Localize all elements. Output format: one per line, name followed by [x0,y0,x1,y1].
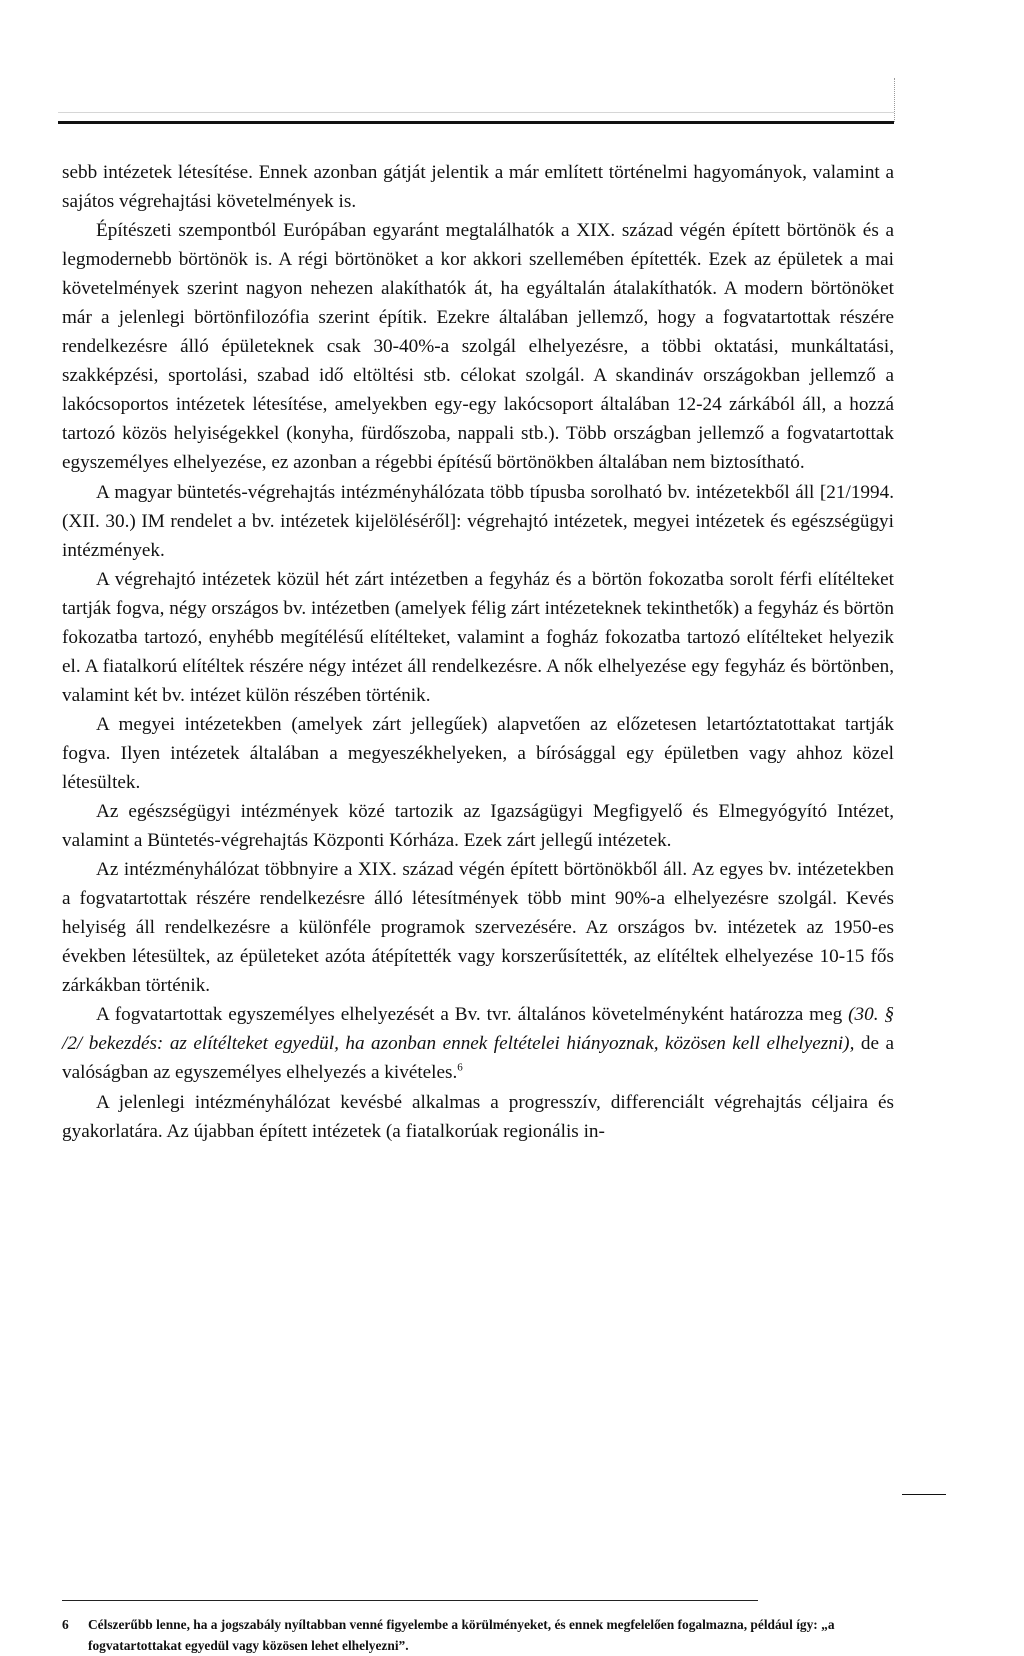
footnote [62,1614,902,1656]
header-rule-faint [58,112,894,113]
text-run: de a valóságban az egyszemélyes elhelyezés a kivételes. [62,1033,894,1084]
text-run: Az intézményhálózat többnyire a XIX. század végén épített börtönökből áll. Az egyes bv. intézetekben a fogvatartottak részére rendelkezésre álló létesítmények több mint 90%-a elhelyezésre szolgál. Kevés helyiség áll rendelkezésre a különféle programok szervezésére. Az országos bv. intézetek az 1950-es években létesültek, az épületeket azóta átépítették vagy korszerűsítették, az elítéltek elhelyezése 10-15 fős zárkákban történik. [62,859,894,997]
text-run: A magyar büntetés-végrehajtás intézményhálózata több típusba sorolható bv. intézetekből áll [21/1994. (XII. 30.) IM rendelet a bv. intézetek kijelöléséről]: végrehajtó intézetek, megyei intézetek és egészségügyi intézmények. [62,481,894,561]
footnote-text: Célszerűbb lenne, ha a jogszabály nyíltabban venné figyelembe a körülményeket, és ennek megfelelően fogalmazna, például így: „a fogvatartottakat egyedül vagy közösen lehet elhelyezni”. [88,1617,835,1653]
footnote-number: 6 [62,1617,69,1632]
text-run: A végrehajtó intézetek közül hét zárt intézetben a fegyház és a börtön fokozatba sorolt férfi elítélteket tartják fogva, négy országos bv. intézetben (amelyek félig zárt intézeteknek tekinthetők) a fegyház és börtön fokozatba tartozó, enyhébb megítélésű elítélteket, valamint a fogház fokozatba tartozó elítélteket helyezik el. A fiatalkorú elítéltek részére négy intézet áll rendelkezésre. A nők elhelyezése egy fegyház és börtönben, valamint két bv. intézet külön részében történik. [62,568,894,706]
text-run: A jelenlegi intézményhálózat kevésbé alkalmas a progresszív, differenciált végrehajtás céljaira és gyakorlatára. Az újabban épített intézetek (a fiatalkorúak regionális in- [62,1091,894,1142]
text-run: A megyei intézetekben (amelyek zárt jellegűek) alapvetően az előzetesen letartóztatottakat tartják fogva. Ilyen intézetek általában a megyeszékhelyeken, a bírósággal egy épületben vagy ahhoz közel létesültek. [62,713,894,793]
paragraph [62,855,894,1000]
paragraph [62,216,894,477]
paragraph [62,1088,894,1146]
paragraph [62,478,894,565]
text-run: sebb intézetek létesítése. Ennek azonban gátját jelentik a már említett történelmi hagyományok, valamint a sajátos végrehajtási követelmények is. [62,162,894,213]
paragraph [62,797,894,855]
margin-line [902,1494,946,1495]
paragraph [62,710,894,797]
text-run: Építészeti szempontból Európában egyaránt megtalálhatók a XIX. század végén épített börtönök és a legmodernebb börtönök is. A régi börtönöket a kor akkori szellemében építették. Ezek az épületek a mai követelmények szerint nagyon nehezen alakíthatók át, ha egyáltalán átalakíthatók. A modern börtönöket már a jelenlegi börtönfilozófia szerint építik. Ezekre általában jellemző, hogy a fogvatartottak részére rendelkezésre álló épületeknek csak 30-40%-a szolgál elhelyezésre, a többi oktatási, munkáltatási, szakképzési, sportolási, szabad idő eltöltési stb. célokat szolgál. A skandináv országokban jellemző a lakócsoportos intézetek létesítése, amelyekben egy-egy lakócsoport általában 12-24 zárkából áll, a hozzá tartozó közös helyiségekkel (konyha, fürdőszoba, nappali stb.). Több országban jellemző a fogvatartottak egyszemélyes elhelyezése, ez azonban a régebbi építésű börtönökben általában nem biztosítható. [62,220,894,474]
paragraph [62,565,894,710]
scan-edge-marks [894,78,897,122]
text-run: Az egészségügyi intézmények közé tartozik az Igazságügyi Megfigyelő és Elmegyógyító Intézet, valamint a Büntetés-végrehajtás Központi Kórháza. Ezek zárt jellegű intézetek. [62,801,894,852]
body-text [62,158,894,1146]
paragraph [62,158,894,216]
header-rule [58,121,894,124]
text-run: (30. § /2/ bekezdés: az elítélteket egyedül, ha azonban ennek feltételei hiányoznak, közösen kell elhelyezni), [62,1004,895,1055]
footnote-separator [62,1600,758,1601]
paragraph [62,1000,894,1087]
footnote-ref: 6 [457,1062,463,1075]
text-run: A fogvatartottak egyszemélyes elhelyezését a Bv. tvr. általános követelményként határozza meg [96,1004,849,1026]
